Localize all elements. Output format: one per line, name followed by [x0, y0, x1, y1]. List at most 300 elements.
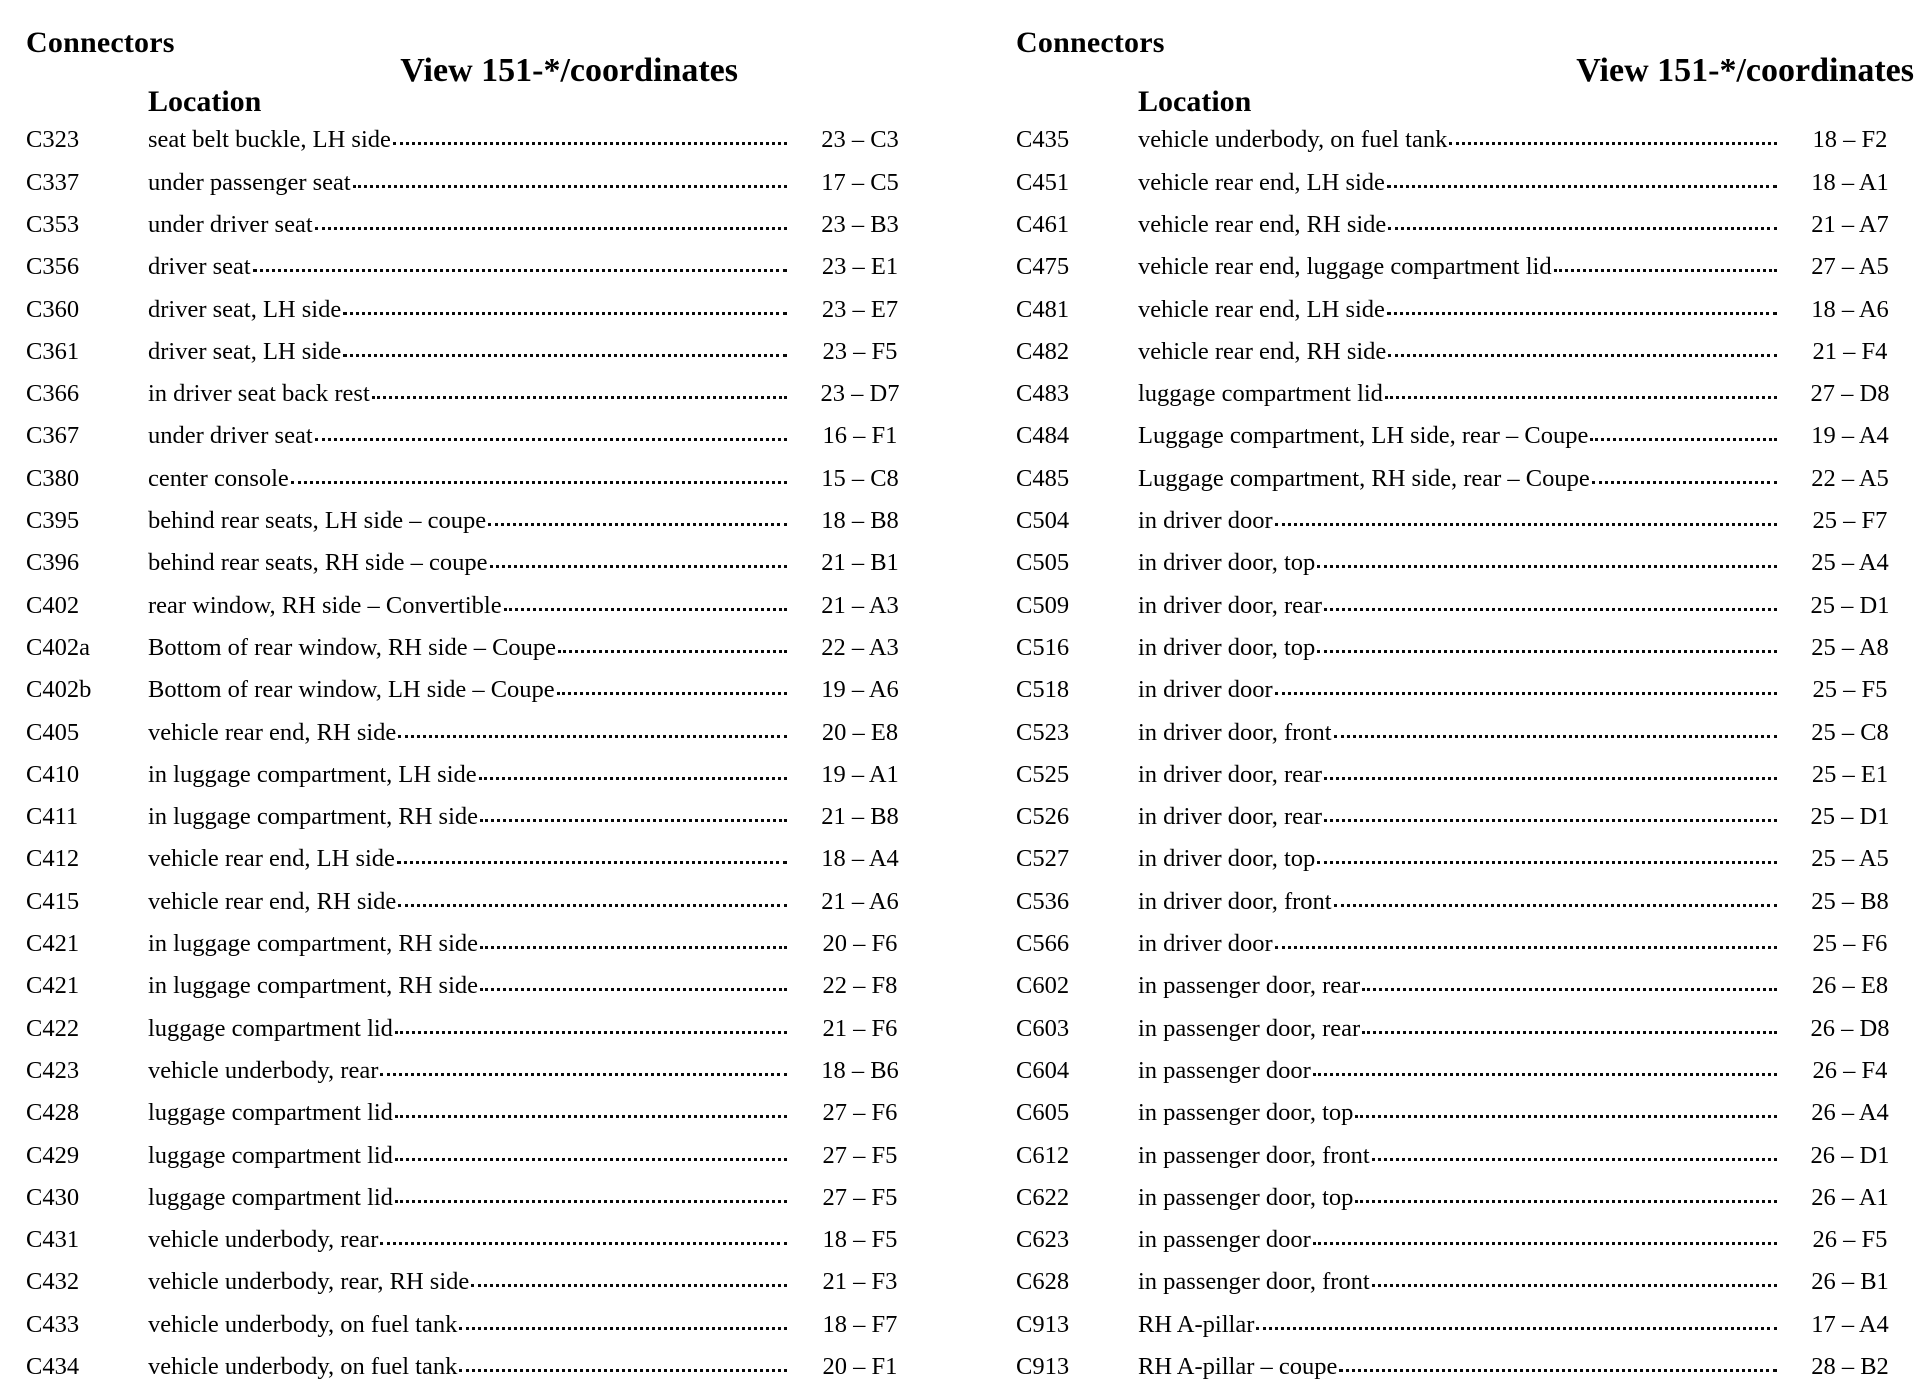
table-row — [26, 380, 930, 422]
connector-location: in luggage compartment, RH side — [148, 930, 478, 958]
connector-code: C526 — [1016, 803, 1070, 831]
connector-code: C623 — [1016, 1226, 1070, 1254]
connector-location: driver seat — [148, 253, 251, 281]
grid-coordinate: 17 – A4 — [1811, 1310, 1889, 1338]
table-row — [26, 761, 930, 803]
table-row — [1016, 1311, 1920, 1353]
connector-code: C429 — [26, 1141, 80, 1169]
table-row — [26, 422, 930, 464]
dot-leader — [395, 1200, 787, 1203]
connector-code: C523 — [1016, 718, 1070, 746]
grid-coordinate: 26 – B1 — [1811, 1268, 1889, 1296]
grid-coordinate: 23 – E7 — [821, 295, 899, 323]
connector-location: in passenger door, front — [1138, 1141, 1370, 1169]
connector-location: in passenger door, top — [1138, 1183, 1354, 1211]
connector-location: in driver door — [1138, 676, 1273, 704]
dot-leader — [291, 481, 787, 484]
table-row — [1016, 338, 1920, 380]
table-row — [26, 211, 930, 253]
dot-leader — [1590, 438, 1777, 441]
connector-location: under passenger seat — [148, 168, 351, 196]
table-row — [1016, 888, 1920, 930]
dot-leader — [315, 438, 787, 441]
grid-coordinate: 17 – C5 — [821, 168, 899, 196]
table-row — [1016, 676, 1920, 718]
connector-rows — [26, 126, 930, 1395]
dot-leader — [1339, 1369, 1777, 1372]
grid-coordinate: 26 – D8 — [1810, 1014, 1890, 1042]
grid-coordinate: 23 – E1 — [821, 253, 899, 281]
connector-code: C405 — [26, 718, 80, 746]
connector-location: under driver seat — [148, 422, 313, 450]
connector-code: C602 — [1016, 972, 1070, 1000]
dot-leader — [504, 608, 787, 611]
dot-leader — [315, 227, 787, 230]
connector-code: C361 — [26, 337, 80, 365]
dot-leader — [459, 1369, 787, 1372]
connector-code: C527 — [1016, 845, 1070, 873]
dot-leader — [398, 735, 787, 738]
grid-coordinate: 27 – A5 — [1811, 253, 1889, 281]
connector-location: in luggage compartment, RH side — [148, 803, 478, 831]
connector-code: C423 — [26, 1056, 80, 1084]
grid-coordinate: 28 – B2 — [1811, 1353, 1889, 1380]
grid-coordinate: 26 – F5 — [1812, 1226, 1888, 1254]
dot-leader — [459, 1327, 787, 1330]
connector-code: C484 — [1016, 422, 1070, 450]
connector-code: C366 — [26, 380, 80, 408]
connector-location: driver seat, LH side — [148, 337, 342, 365]
table-row — [1016, 1268, 1920, 1310]
table-row — [1016, 1353, 1920, 1395]
connector-code: C509 — [1016, 591, 1070, 619]
table-row — [26, 972, 930, 1014]
connector-location: in passenger door, rear — [1138, 972, 1361, 1000]
table-row — [26, 803, 930, 845]
dot-leader — [1317, 565, 1777, 568]
connector-code: C402b — [26, 676, 92, 704]
table-row — [26, 1015, 930, 1057]
connector-location: vehicle rear end, LH side — [1138, 295, 1385, 323]
grid-coordinate: 15 – C8 — [821, 464, 899, 492]
connector-location: seat belt buckle, LH side — [148, 126, 391, 154]
connector-code: C421 — [26, 972, 80, 1000]
dot-leader — [1256, 1327, 1777, 1330]
table-row — [1016, 1099, 1920, 1141]
connector-code: C604 — [1016, 1056, 1070, 1084]
table-row — [26, 1268, 930, 1310]
grid-coordinate: 25 – F6 — [1812, 930, 1888, 958]
table-row — [1016, 719, 1920, 761]
table-row — [1016, 972, 1920, 1014]
connector-location: center console — [148, 464, 289, 492]
connector-code: C516 — [1016, 633, 1070, 661]
table-row — [1016, 211, 1920, 253]
grid-coordinate: 25 – D1 — [1810, 803, 1890, 831]
connectors-heading: Connectors — [1016, 26, 1165, 59]
grid-coordinate: 21 – F3 — [822, 1268, 898, 1296]
table-row — [1016, 422, 1920, 464]
grid-coordinate: 18 – A1 — [1811, 168, 1889, 196]
connector-location: Luggage compartment, LH side, rear – Coupe — [1138, 422, 1589, 450]
connector-location: in driver door, front — [1138, 718, 1332, 746]
connector-location: in driver door, front — [1138, 887, 1332, 915]
dot-leader — [1355, 1115, 1777, 1118]
connector-code: C605 — [1016, 1099, 1070, 1127]
connector-code: C431 — [26, 1226, 80, 1254]
dot-leader — [1387, 312, 1777, 315]
connector-location: in driver door, rear — [1138, 803, 1323, 831]
dot-leader — [380, 1073, 787, 1076]
dot-leader — [1317, 650, 1777, 653]
connector-code: C435 — [1016, 126, 1070, 154]
dot-leader — [353, 185, 787, 188]
dot-leader — [557, 692, 787, 695]
connector-code: C566 — [1016, 930, 1070, 958]
dot-leader — [488, 523, 787, 526]
connector-location: RH A-pillar – coupe — [1138, 1353, 1338, 1380]
table-row — [26, 1226, 930, 1268]
connectors-heading: Connectors — [26, 26, 175, 59]
dot-leader — [393, 142, 787, 145]
connector-code: C505 — [1016, 549, 1070, 577]
table-row — [1016, 1184, 1920, 1226]
dot-leader — [558, 650, 787, 653]
table-row — [26, 465, 930, 507]
dot-leader — [1362, 1031, 1777, 1034]
dot-leader — [1388, 354, 1777, 357]
dot-leader — [490, 565, 788, 568]
grid-coordinate: 25 – A5 — [1811, 845, 1889, 873]
dot-leader — [1324, 608, 1777, 611]
table-row — [26, 634, 930, 676]
connector-location: in driver door — [1138, 930, 1273, 958]
dot-leader — [343, 312, 787, 315]
dot-leader — [343, 354, 787, 357]
dot-leader — [471, 1284, 787, 1287]
table-row — [1016, 1057, 1920, 1099]
dot-leader — [480, 819, 787, 822]
table-row — [1016, 296, 1920, 338]
connector-location: luggage compartment lid — [148, 1014, 393, 1042]
connector-code: C337 — [26, 168, 80, 196]
connector-code: C415 — [26, 887, 80, 915]
table-row — [26, 338, 930, 380]
table-row — [26, 126, 930, 168]
grid-coordinate: 25 – A8 — [1811, 633, 1889, 661]
table-row — [1016, 549, 1920, 591]
table-row — [1016, 253, 1920, 295]
connector-location: vehicle underbody, on fuel tank — [148, 1310, 458, 1338]
grid-coordinate: 25 – F7 — [1812, 507, 1888, 535]
dot-leader — [1554, 269, 1777, 272]
connector-location: vehicle underbody, on fuel tank — [148, 1353, 458, 1380]
grid-coordinate: 19 – A4 — [1811, 422, 1889, 450]
grid-coordinate: 18 – F7 — [822, 1310, 898, 1338]
table-row — [1016, 1226, 1920, 1268]
location-heading: Location — [148, 85, 262, 119]
connector-location: in luggage compartment, RH side — [148, 972, 478, 1000]
table-row — [1016, 1015, 1920, 1057]
connector-code: C622 — [1016, 1183, 1070, 1211]
table-row — [26, 507, 930, 549]
connector-code: C628 — [1016, 1268, 1070, 1296]
connector-location: in driver door — [1138, 507, 1273, 535]
table-row — [1016, 930, 1920, 972]
grid-coordinate: 26 – F4 — [1812, 1056, 1888, 1084]
connector-location: luggage compartment lid — [1138, 380, 1383, 408]
grid-coordinate: 22 – A3 — [821, 633, 899, 661]
connector-code: C356 — [26, 253, 80, 281]
connector-location: vehicle rear end, luggage compartment lid — [1138, 253, 1552, 281]
table-row — [1016, 465, 1920, 507]
connector-location: Luggage compartment, RH side, rear – Coupe — [1138, 464, 1590, 492]
dot-leader — [1334, 735, 1777, 738]
dot-leader — [1387, 185, 1777, 188]
connector-code: C483 — [1016, 380, 1070, 408]
connector-location: vehicle underbody, rear — [148, 1226, 379, 1254]
dot-leader — [1362, 988, 1777, 991]
dot-leader — [1324, 819, 1777, 822]
dot-leader — [397, 861, 787, 864]
connector-code: C536 — [1016, 887, 1070, 915]
connector-location: Bottom of rear window, LH side – Coupe — [148, 676, 555, 704]
dot-leader — [253, 269, 787, 272]
dot-leader — [1372, 1284, 1777, 1287]
table-row — [26, 592, 930, 634]
grid-coordinate: 26 – A1 — [1811, 1183, 1889, 1211]
connector-rows — [1016, 126, 1920, 1395]
grid-coordinate: 18 – F2 — [1812, 126, 1888, 154]
grid-coordinate: 21 – F4 — [1812, 337, 1888, 365]
connector-location: vehicle rear end, RH side — [1138, 337, 1387, 365]
table-row — [1016, 592, 1920, 634]
connector-code: C481 — [1016, 295, 1070, 323]
connector-code: C913 — [1016, 1310, 1070, 1338]
connector-code: C434 — [26, 1353, 80, 1380]
table-row — [1016, 169, 1920, 211]
connector-location: vehicle rear end, LH side — [148, 845, 395, 873]
dot-leader — [1317, 861, 1777, 864]
grid-coordinate: 23 – C3 — [821, 126, 899, 154]
connector-code: C451 — [1016, 168, 1070, 196]
dot-leader — [1372, 1158, 1777, 1161]
table-row — [26, 845, 930, 887]
table-row — [1016, 803, 1920, 845]
grid-coordinate: 25 – B8 — [1811, 887, 1889, 915]
grid-coordinate: 18 – B6 — [821, 1056, 899, 1084]
grid-coordinate: 26 – D1 — [1810, 1141, 1890, 1169]
connector-location: RH A-pillar — [1138, 1310, 1255, 1338]
connector-code: C402 — [26, 591, 80, 619]
dot-leader — [395, 1158, 787, 1161]
connector-location: in passenger door — [1138, 1056, 1311, 1084]
dot-leader — [480, 946, 787, 949]
connector-location: in driver door, top — [1138, 549, 1316, 577]
grid-coordinate: 21 – F6 — [822, 1014, 898, 1042]
grid-coordinate: 23 – B3 — [821, 210, 899, 238]
grid-coordinate: 26 – E8 — [1811, 972, 1889, 1000]
connector-location: luggage compartment lid — [148, 1099, 393, 1127]
dot-leader — [479, 777, 787, 780]
connector-location: luggage compartment lid — [148, 1183, 393, 1211]
dot-leader — [1313, 1242, 1777, 1245]
grid-coordinate: 19 – A6 — [821, 676, 899, 704]
connector-code: C461 — [1016, 210, 1070, 238]
connector-code: C430 — [26, 1183, 80, 1211]
connector-code: C380 — [26, 464, 80, 492]
dot-leader — [480, 988, 787, 991]
grid-coordinate: 25 – D1 — [1810, 591, 1890, 619]
table-row — [26, 549, 930, 591]
dot-leader — [398, 904, 787, 907]
dot-leader — [1275, 692, 1777, 695]
connector-code: C353 — [26, 210, 80, 238]
dot-leader — [395, 1115, 787, 1118]
dot-leader — [1313, 1073, 1777, 1076]
grid-coordinate: 18 – A6 — [1811, 295, 1889, 323]
connector-location: in driver seat back rest — [148, 380, 370, 408]
dot-leader — [380, 1242, 787, 1245]
grid-coordinate: 25 – F5 — [1812, 676, 1888, 704]
connector-location: behind rear seats, RH side – coupe — [148, 549, 488, 577]
connector-location: behind rear seats, LH side – coupe — [148, 507, 487, 535]
grid-coordinate: 25 – E1 — [1811, 760, 1889, 788]
connector-location: vehicle rear end, RH side — [1138, 210, 1387, 238]
connector-location: in passenger door — [1138, 1226, 1311, 1254]
connector-code: C913 — [1016, 1353, 1070, 1380]
grid-coordinate: 23 – D7 — [820, 380, 900, 408]
table-row — [1016, 634, 1920, 676]
grid-coordinate: 22 – F8 — [822, 972, 898, 1000]
grid-coordinate: 27 – F5 — [822, 1183, 898, 1211]
view-coordinates-heading: View 151-*/coordinates — [400, 52, 738, 89]
table-row — [26, 888, 930, 930]
connector-location: under driver seat — [148, 210, 313, 238]
connector-code: C485 — [1016, 464, 1070, 492]
connector-location: vehicle rear end, RH side — [148, 718, 397, 746]
table-row — [26, 930, 930, 972]
grid-coordinate: 22 – A5 — [1811, 464, 1889, 492]
dot-leader — [1355, 1200, 1777, 1203]
connector-location: in driver door, top — [1138, 845, 1316, 873]
grid-coordinate: 25 – A4 — [1811, 549, 1889, 577]
grid-coordinate: 27 – D8 — [1810, 380, 1890, 408]
table-row — [1016, 761, 1920, 803]
connector-code: C603 — [1016, 1014, 1070, 1042]
connector-location: in driver door, top — [1138, 633, 1316, 661]
table-row — [26, 1142, 930, 1184]
grid-coordinate: 18 – A4 — [821, 845, 899, 873]
table-row — [26, 253, 930, 295]
connector-code: C428 — [26, 1099, 80, 1127]
connector-location: in passenger door, top — [1138, 1099, 1354, 1127]
grid-coordinate: 20 – F1 — [822, 1353, 898, 1380]
grid-coordinate: 20 – E8 — [821, 718, 899, 746]
dot-leader — [1275, 523, 1777, 526]
table-row — [1016, 380, 1920, 422]
grid-coordinate: 19 – A1 — [821, 760, 899, 788]
connector-code: C411 — [26, 803, 79, 831]
table-row — [1016, 1142, 1920, 1184]
table-row — [26, 676, 930, 718]
view-coordinates-heading: View 151-*/coordinates — [1576, 52, 1914, 89]
connector-code: C410 — [26, 760, 80, 788]
table-row — [1016, 126, 1920, 168]
connector-location: vehicle underbody, rear — [148, 1056, 379, 1084]
table-row — [26, 719, 930, 761]
connector-location: vehicle rear end, RH side — [148, 887, 397, 915]
dot-leader — [1275, 946, 1777, 949]
dot-leader — [1592, 481, 1777, 484]
connector-location: in driver door, rear — [1138, 591, 1323, 619]
table-row — [26, 1184, 930, 1226]
connector-code: C360 — [26, 295, 80, 323]
connector-code: C367 — [26, 422, 80, 450]
table-row — [26, 1099, 930, 1141]
grid-coordinate: 18 – B8 — [821, 507, 899, 535]
connector-code: C518 — [1016, 676, 1070, 704]
connector-location: luggage compartment lid — [148, 1141, 393, 1169]
connector-location: Bottom of rear window, RH side – Coupe — [148, 633, 557, 661]
table-row — [26, 1057, 930, 1099]
grid-coordinate: 25 – C8 — [1811, 718, 1889, 746]
connector-code: C475 — [1016, 253, 1070, 281]
table-row — [26, 296, 930, 338]
grid-coordinate: 23 – F5 — [822, 337, 898, 365]
connector-code: C422 — [26, 1014, 80, 1042]
connector-location: rear window, RH side – Convertible — [148, 591, 502, 619]
grid-coordinate: 26 – A4 — [1811, 1099, 1889, 1127]
grid-coordinate: 16 – F1 — [822, 422, 898, 450]
connector-location: in luggage compartment, LH side — [148, 760, 477, 788]
connector-code: C504 — [1016, 507, 1070, 535]
grid-coordinate: 18 – F5 — [822, 1226, 898, 1254]
grid-coordinate: 20 – F6 — [822, 930, 898, 958]
connector-code: C525 — [1016, 760, 1070, 788]
connector-code: C396 — [26, 549, 80, 577]
connector-code: C323 — [26, 126, 80, 154]
table-row — [26, 169, 930, 211]
grid-coordinate: 21 – B8 — [821, 803, 899, 831]
grid-coordinate: 27 – F6 — [822, 1099, 898, 1127]
connector-code: C433 — [26, 1310, 80, 1338]
connector-code: C421 — [26, 930, 80, 958]
dot-leader — [1449, 142, 1777, 145]
right-column — [1016, 26, 1920, 1395]
connector-code: C612 — [1016, 1141, 1070, 1169]
connector-code: C432 — [26, 1268, 80, 1296]
connector-code: C402a — [26, 633, 90, 661]
grid-coordinate: 21 – A6 — [821, 887, 899, 915]
connector-location: in passenger door, rear — [1138, 1014, 1361, 1042]
grid-coordinate: 21 – A3 — [821, 591, 899, 619]
grid-coordinate: 21 – A7 — [1811, 210, 1889, 238]
dot-leader — [1385, 396, 1777, 399]
dot-leader — [395, 1031, 787, 1034]
dot-leader — [372, 396, 787, 399]
dot-leader — [1324, 777, 1777, 780]
table-row — [26, 1353, 930, 1395]
connector-location: in driver door, rear — [1138, 760, 1323, 788]
connector-location: vehicle underbody, on fuel tank — [1138, 126, 1448, 154]
location-heading: Location — [1138, 85, 1252, 119]
connector-location: vehicle underbody, rear, RH side — [148, 1268, 470, 1296]
table-row — [1016, 507, 1920, 549]
connector-location: driver seat, LH side — [148, 295, 342, 323]
table-row — [26, 1311, 930, 1353]
left-column — [26, 26, 930, 1395]
